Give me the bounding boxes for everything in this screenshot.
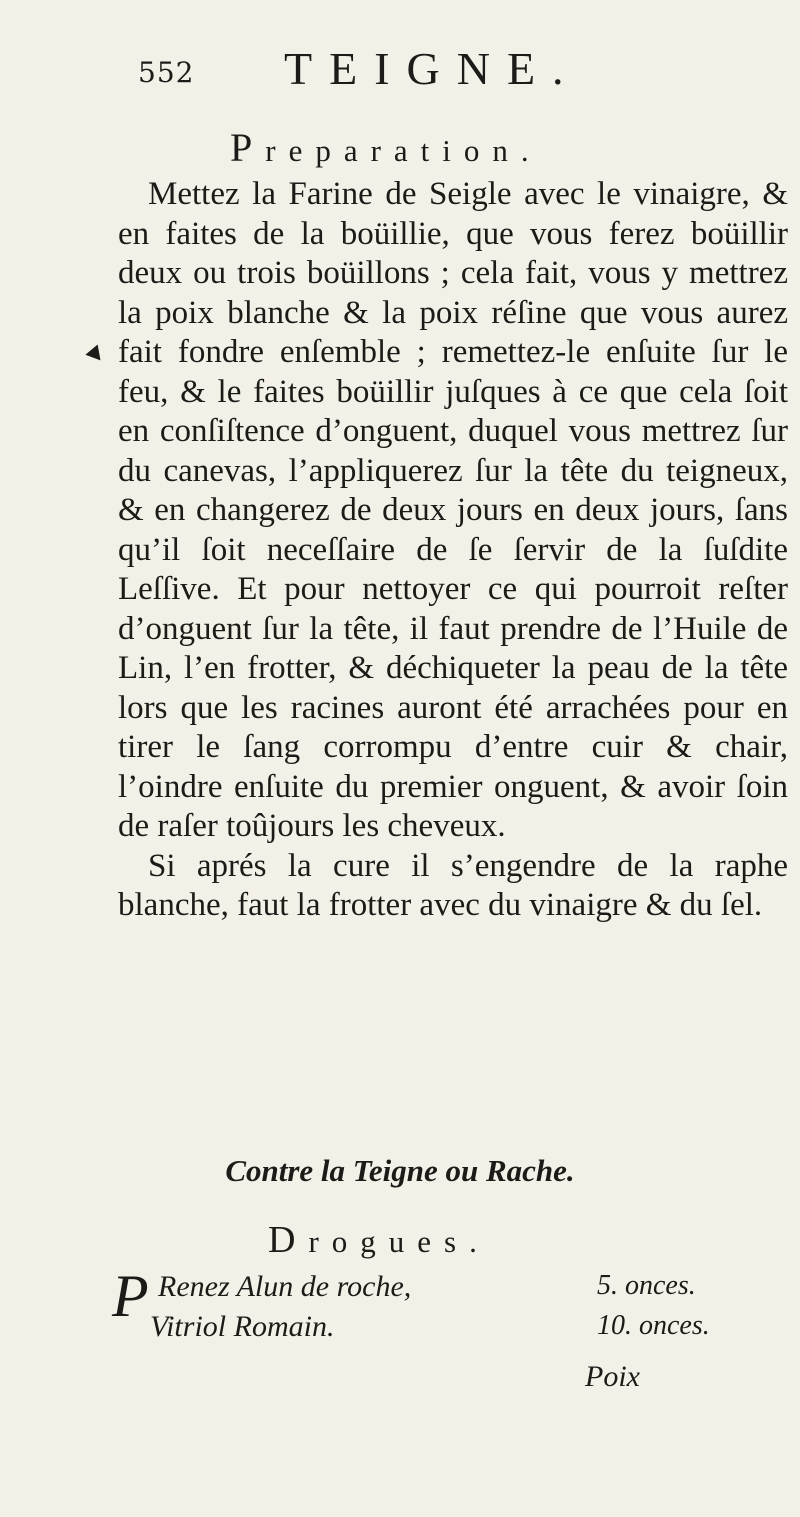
body-text [118, 175, 788, 926]
recipe-subheading: Contre la Teigne ou Rache. [225, 1153, 575, 1188]
page-header [138, 42, 760, 102]
paragraph: Mettez la Farine de Seigle avec le vinaigre, & en faites de la boüillie, que vous ferez boüillir deux ou trois boüillons ; cela fait, vous y mettrez la poix blanche & la poix réſine que vous aurez fait fondre enſemble ; remettez-le enſuite ſur le feu, & le faites boüillir juſques à ce que cela ſoit en conſiſtence d’onguent, duquel vous mettrez ſur du canevas, l’appliquerez ſur la tête du teigneux, & en changerez de deux jours en deux jours, ſans qu’il ſoit neceſſaire de ſe ſervir de la ſuſdite Leſſive. Et pour nettoyer ce qui pourroit reſter d’onguent ſur la tête, il faut prendre de l’Huile de Lin, l’en frotter, & déchiqueter la peau de la tête lors que les racines auront été arrachées pour en tirer le ſang corrompu d’entre cuir & chair, l’oindre enſuite du premier onguent, & avoir ſoin de raſer toûjours les cheveux. [118, 176, 788, 844]
drogues-heading: Drogues. [268, 1219, 490, 1261]
ingredient-row [112, 1310, 792, 1350]
drop-cap: P [112, 1263, 149, 1329]
margin-mark-icon [85, 344, 106, 365]
ingredient-name: Vitriol Romain. [150, 1310, 335, 1343]
ingredient-quantity: 5. onces. [597, 1270, 696, 1301]
ingredient-name: Renez Alun de roche, [158, 1270, 412, 1303]
section-heading: Preparation. [230, 125, 542, 170]
ingredient-list [112, 1263, 792, 1350]
paragraph: Si aprés la cure il s’engendre de la raphe blanche, faut la frotter avec du vinaigre & du ſel. [118, 847, 788, 923]
catchword: Poix [585, 1360, 640, 1393]
running-title: TEIGNE. [284, 43, 581, 94]
page-number: 552 [138, 56, 195, 89]
ingredient-quantity: 10. onces. [597, 1310, 710, 1341]
